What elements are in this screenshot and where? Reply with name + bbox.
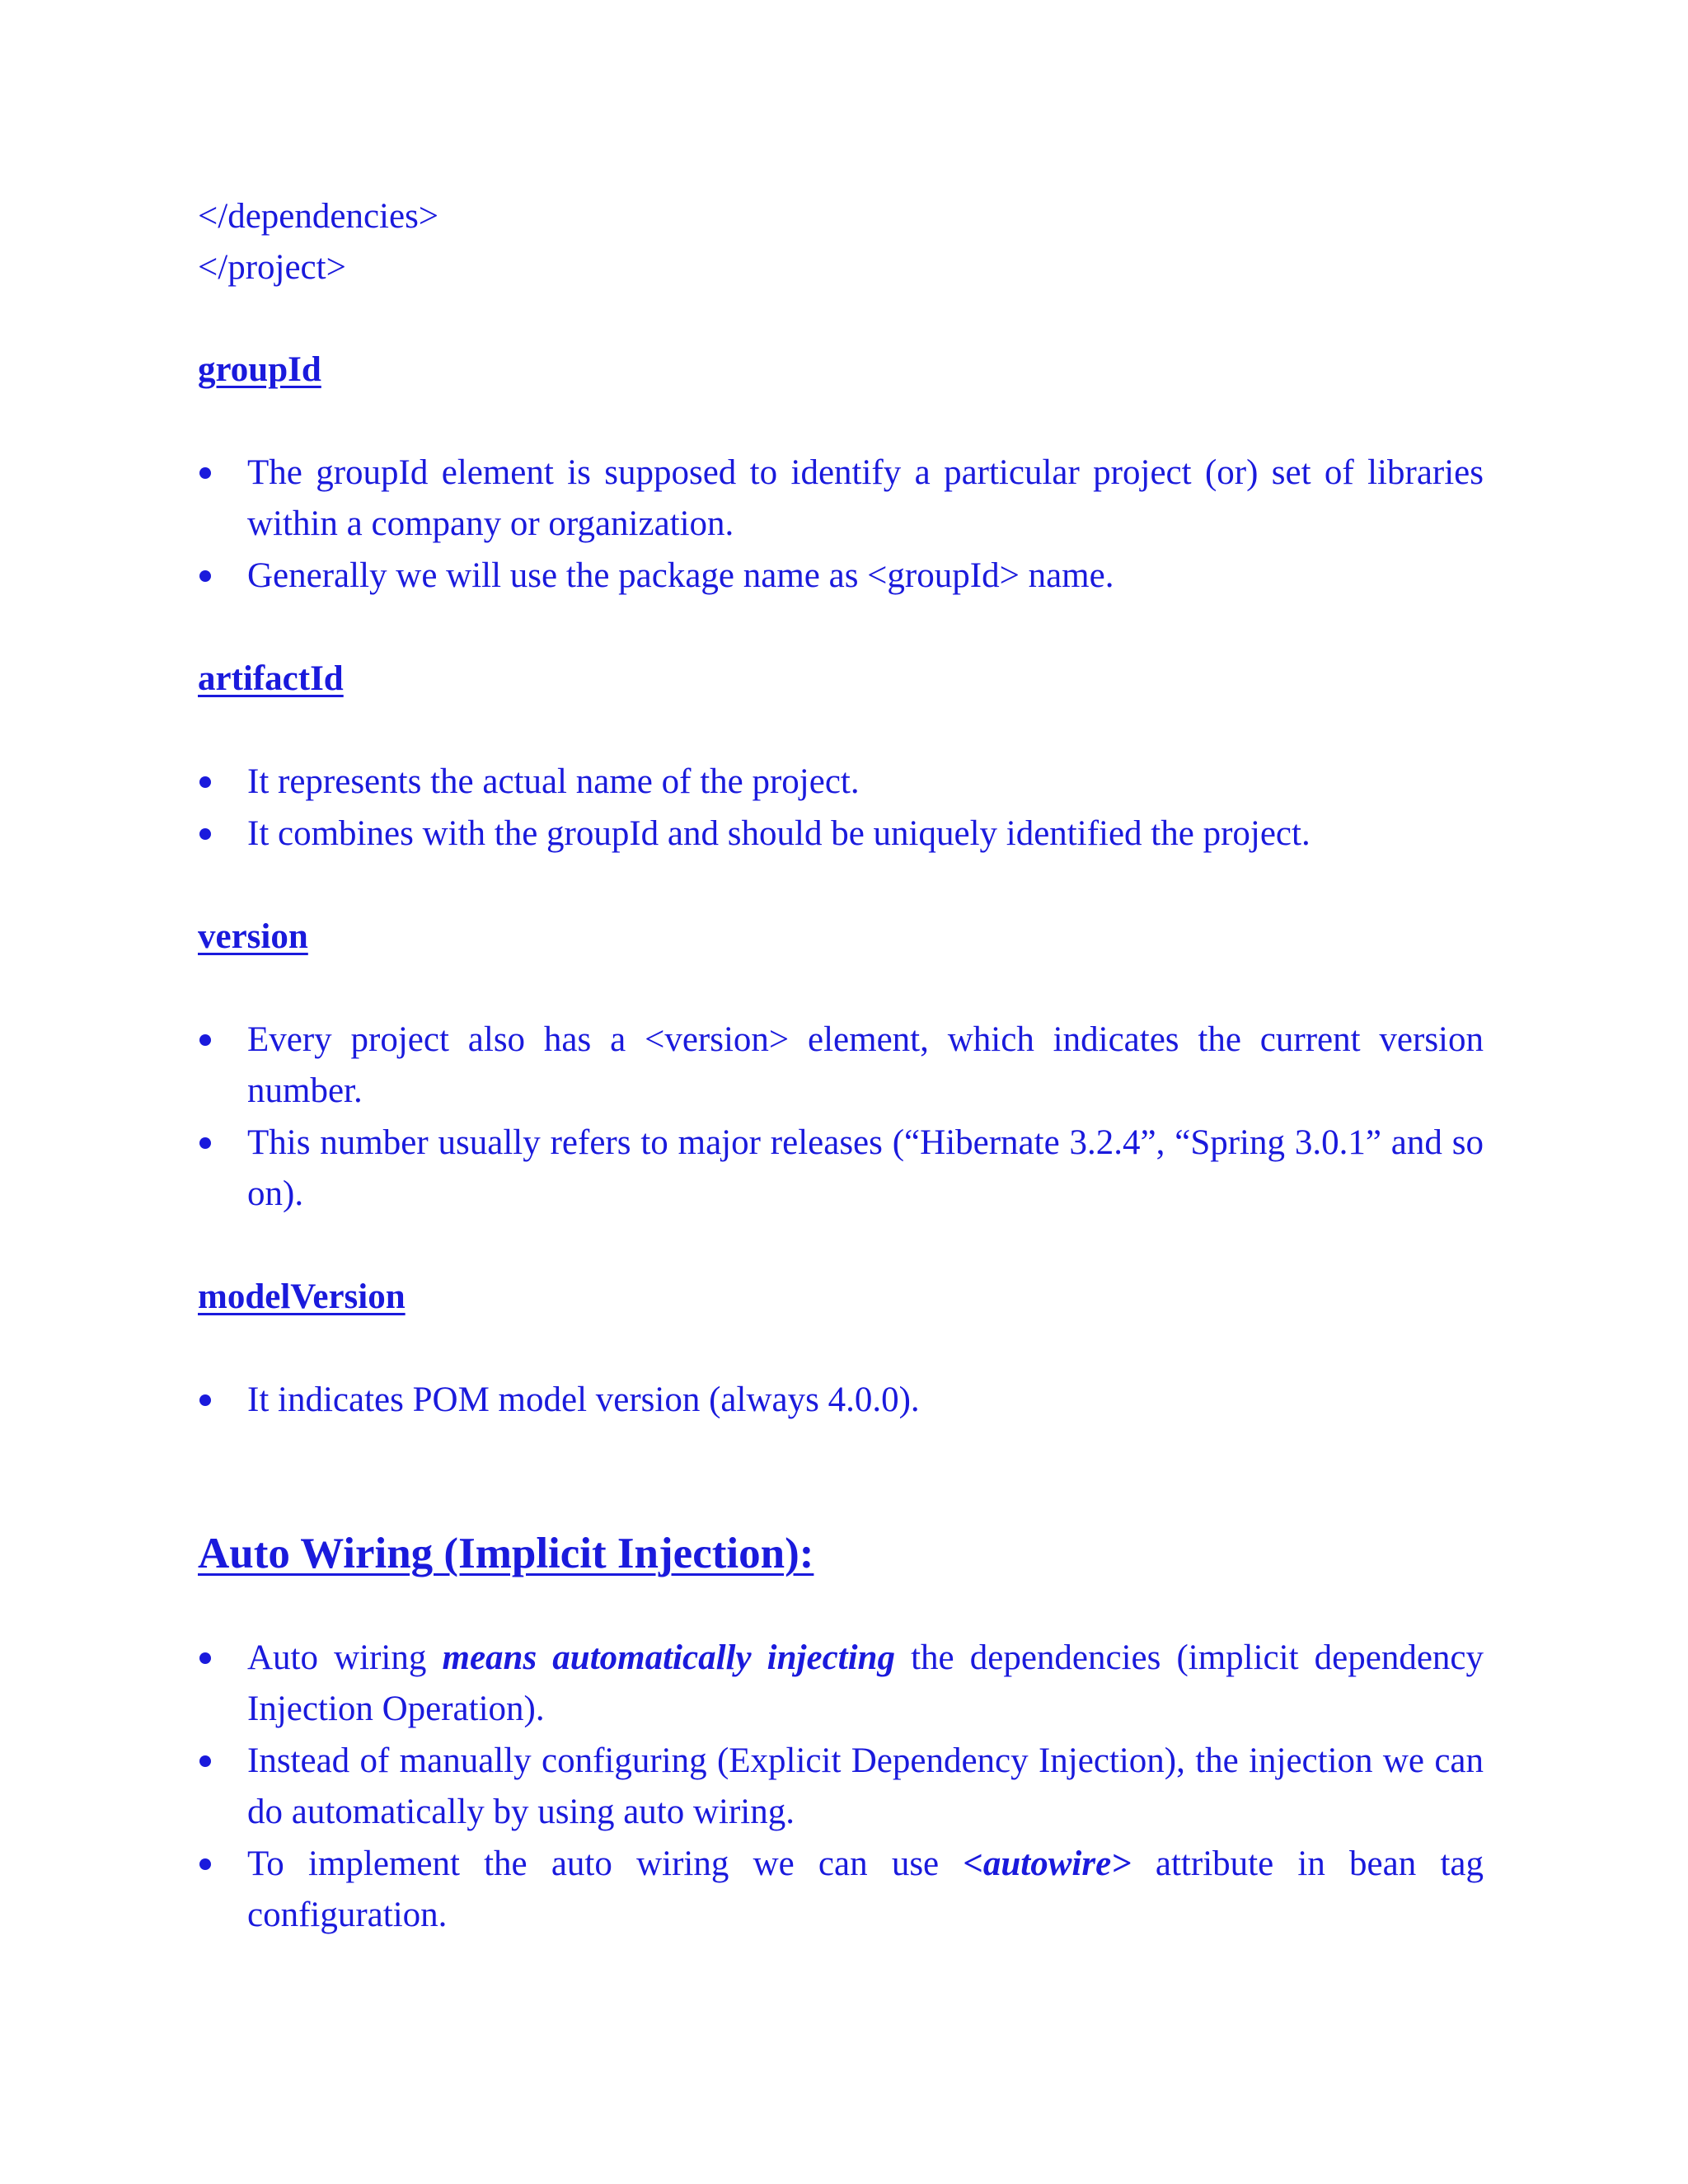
bullet-autowiring-3 xyxy=(198,1839,1484,1941)
bullet-text: Instead of manually configuring (Explicit Dependency Injection), the injection we can do automatically by using auto wiring. xyxy=(247,1741,1484,1831)
bullet-version-2 xyxy=(198,1118,1484,1220)
bullet-text: Every project also has a <version> element, which indicates the current version number. xyxy=(247,1020,1484,1110)
bullet-autowiring-1 xyxy=(198,1633,1484,1735)
bullet-groupid-2 xyxy=(198,551,1484,602)
bullet-text-pre: Auto wiring xyxy=(247,1638,443,1677)
bullet-text xyxy=(247,1839,1484,1941)
bullet-artifactid-2 xyxy=(198,808,1484,860)
bullet-text: This number usually refers to major releases (“Hibernate 3.2.4”, “Spring 3.0.1” and so on). xyxy=(247,1123,1484,1213)
bullet-text-post: the dependencies (implicit dependency Injection Operation). xyxy=(247,1638,1484,1728)
heading-groupid: groupId xyxy=(198,350,321,389)
bullet-artifactid-1 xyxy=(198,757,1484,808)
bullet-text xyxy=(247,1633,1484,1735)
bullet-modelversion-1 xyxy=(198,1375,1484,1426)
bullet-groupid-1 xyxy=(198,448,1484,550)
code-closing-project: </project> xyxy=(198,248,346,287)
bullet-autowiring-2 xyxy=(198,1736,1484,1838)
bullet-text-pre: To implement the auto wiring we can use xyxy=(247,1844,964,1883)
bullet-text: Generally we will use the package name as <groupId> name. xyxy=(247,556,1114,595)
bullet-text: It represents the actual name of the project. xyxy=(247,762,860,801)
bullet-text: It indicates POM model version (always 4.0.0). xyxy=(247,1380,920,1419)
heading-modelversion: modelVersion xyxy=(198,1277,406,1316)
bullet-text-emphasis: <autowire> xyxy=(963,1844,1132,1883)
bullet-text: The groupId element is supposed to identify a particular project (or) set of libraries within a company or organization. xyxy=(247,453,1484,543)
bullet-text: It combines with the groupId and should be uniquely identified the project. xyxy=(247,814,1311,853)
heading-artifactid: artifactId xyxy=(198,659,344,698)
bullet-text-post: attribute in bean tag configuration. xyxy=(247,1844,1484,1934)
code-closing-dependencies: </dependencies> xyxy=(198,197,439,236)
bullet-text-emphasis: means automatically injecting xyxy=(442,1638,895,1677)
bullet-version-1 xyxy=(198,1015,1484,1117)
heading-version: version xyxy=(198,917,308,956)
heading-auto-wiring: Auto Wiring (Implicit Injection): xyxy=(198,1530,814,1577)
